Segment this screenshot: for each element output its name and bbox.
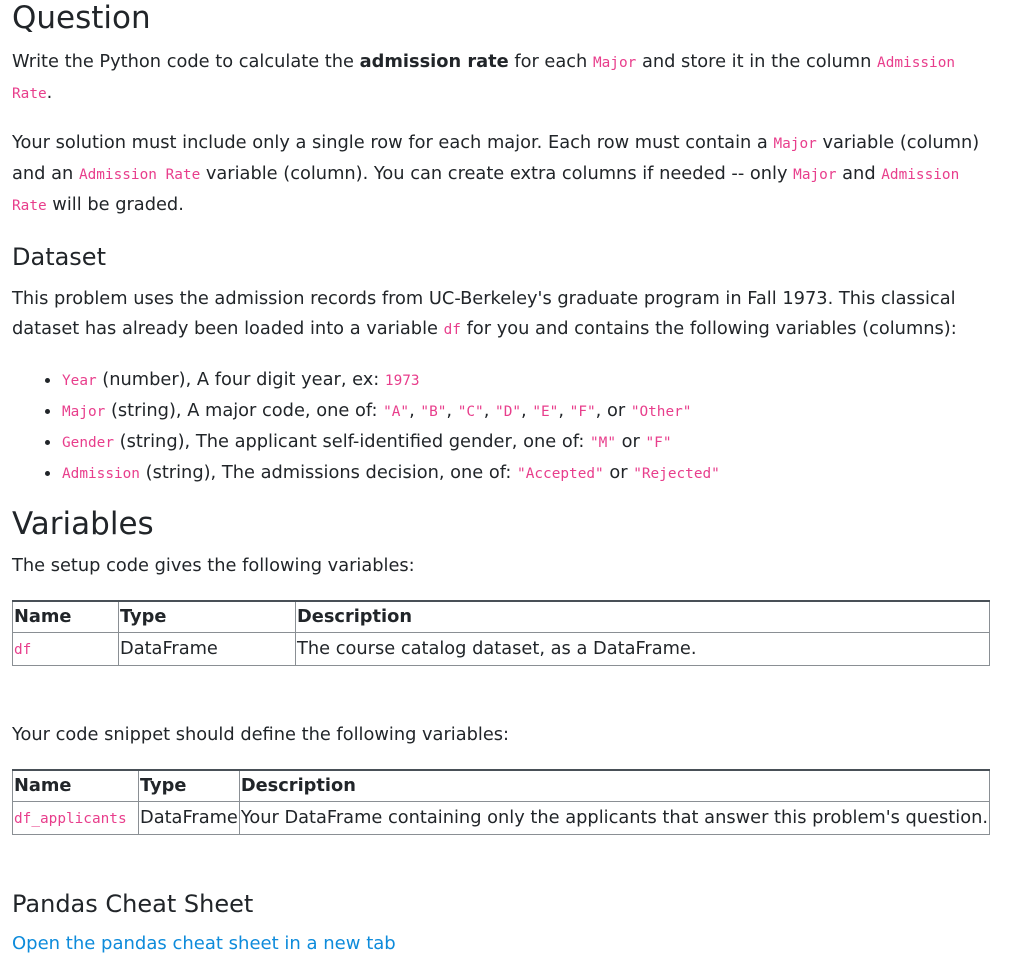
code-df: df: [443, 322, 461, 338]
list-item: • Admission (string), The admissions decision, one of: "Accepted" or "Rejected": [62, 458, 1009, 489]
cheatsheet-link[interactable]: Open the pandas cheat sheet in a new tab: [12, 933, 396, 954]
code-admission: Admission: [877, 55, 956, 71]
define-variables-table: [12, 769, 990, 835]
table-header-row: Name Type Description: [13, 770, 990, 802]
define-variables-text: Your code snippet should define the following variables:: [12, 724, 510, 745]
code-admission-rate: Admission Rate: [78, 167, 201, 183]
dataset-variable-list: [12, 365, 1009, 489]
cheatsheet-heading: Pandas Cheat Sheet: [12, 890, 254, 918]
variables-heading: Variables: [12, 506, 154, 542]
question-paragraph-1: Write the Python code to calculate the admission rate for each Major and store it in the column Admission Rate.: [12, 51, 956, 103]
dataset-heading: Dataset: [12, 243, 106, 271]
code-major: Major: [773, 136, 817, 152]
question-heading: Question: [12, 0, 151, 36]
list-item: • Year (number), A four digit year, ex: 1973: [62, 365, 1009, 396]
setup-variables-table: [12, 600, 990, 666]
list-item: • Gender (string), The applicant self-identified gender, one of: "M" or "F": [62, 427, 1009, 458]
table-row: df_applicants DataFrame Your DataFrame containing only the applicants that answer this problem's question.: [13, 802, 990, 835]
table-header-row: Name Type Description: [13, 601, 990, 633]
table-row: df DataFrame The course catalog dataset, as a DataFrame.: [13, 633, 990, 666]
question-paragraph-2: Your solution must include only a single row for each major. Each row must contain a Major variable (column) and an Admission Rate variable (column). You can create extra columns if needed -- only Major and Admission Rate will be graded.: [12, 132, 980, 215]
code-admission: Admission: [881, 167, 960, 183]
code-major: Major: [793, 167, 837, 183]
list-item: • Major (string), A major code, one of: "A", "B", "C", "D", "E", "F", or "Other": [62, 396, 1009, 427]
admission-rate-bold: admission rate: [359, 51, 509, 72]
code-rate: Rate: [12, 198, 47, 214]
setup-variables-text: The setup code gives the following variables:: [12, 555, 415, 576]
code-major: Major: [592, 55, 637, 71]
dataset-intro: This problem uses the admission records from UC-Berkeley's graduate program in Fall 1973. This classical dataset has already been loaded into a variable df for you and contains the following variables (columns):: [12, 288, 957, 339]
code-rate: Rate: [12, 86, 47, 102]
